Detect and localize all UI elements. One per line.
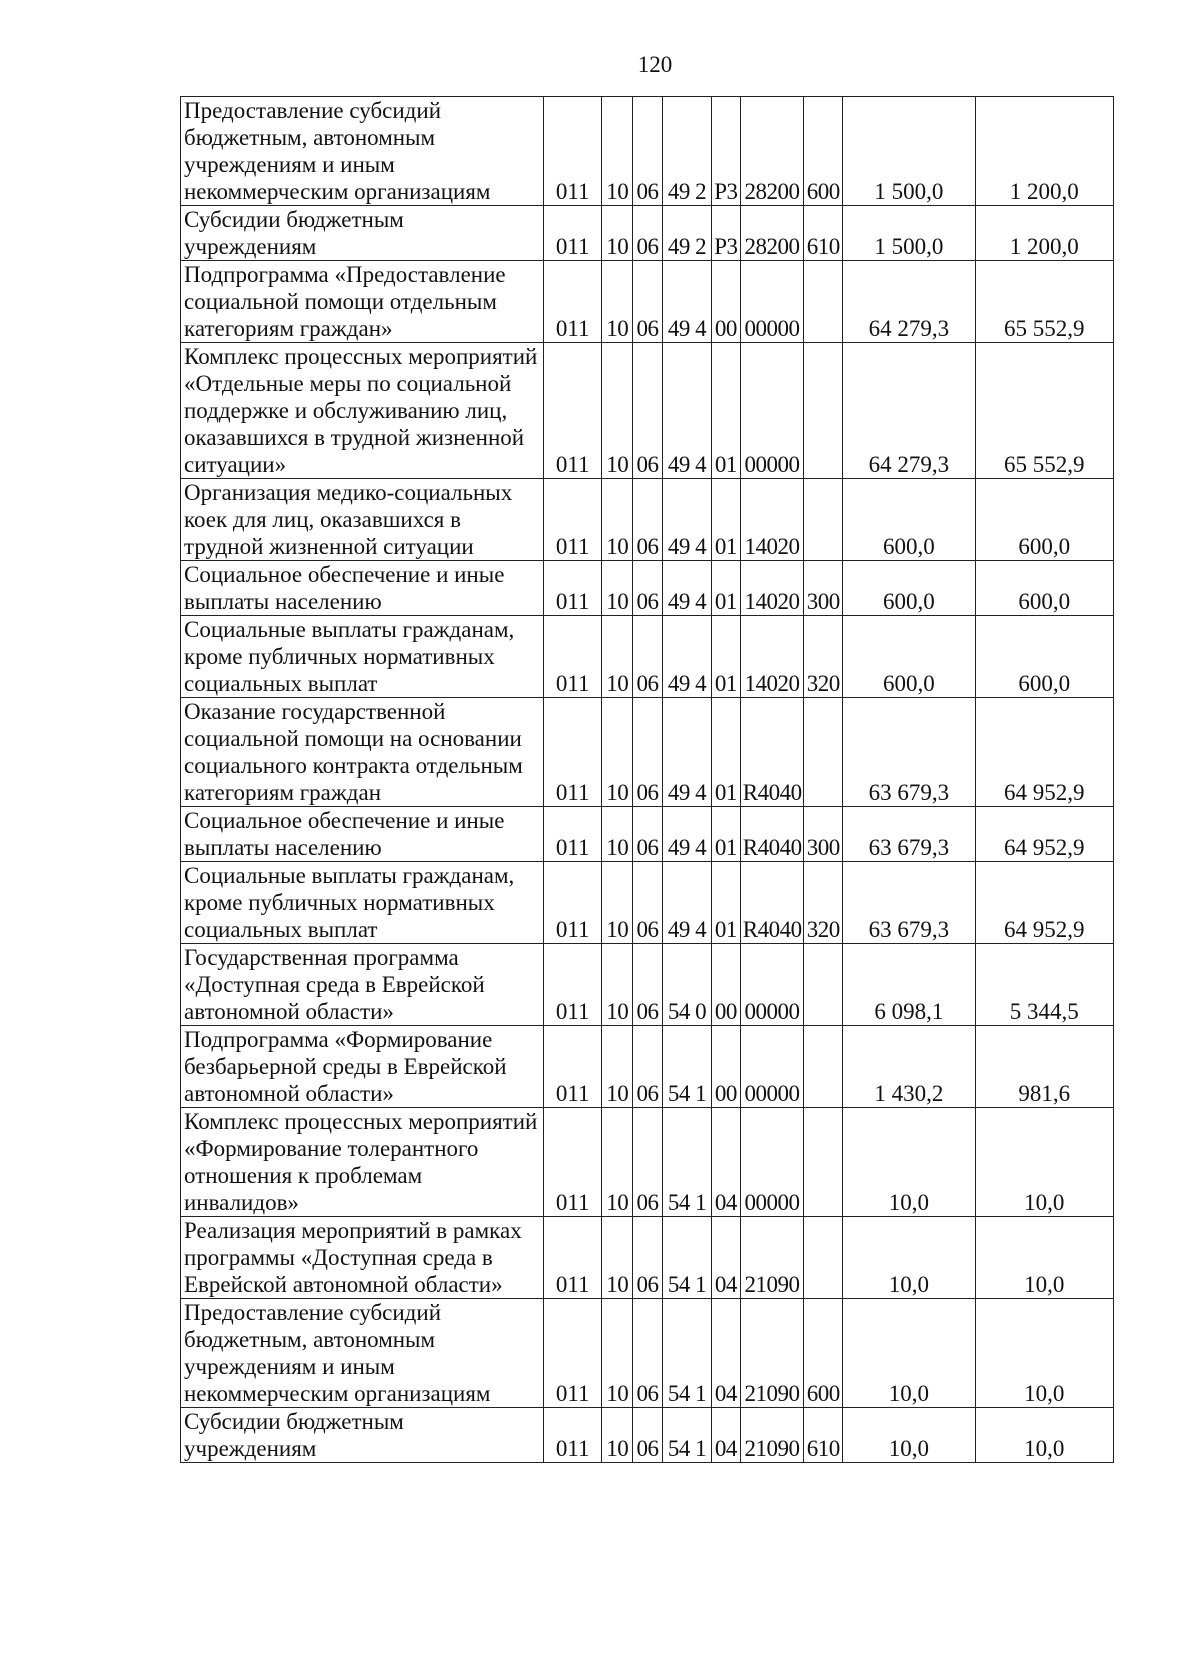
row-glav: 011 xyxy=(543,1108,601,1217)
row-glav: 011 xyxy=(543,698,601,807)
row-sum1: 6 098,1 xyxy=(843,944,975,1026)
row-sum2: 1 200,0 xyxy=(975,206,1113,261)
row-glav: 011 xyxy=(543,1408,601,1463)
row-dir: 21090 xyxy=(740,1408,804,1463)
row-sub: 01 xyxy=(712,862,741,944)
row-pr: 06 xyxy=(633,807,663,862)
row-vr xyxy=(804,698,843,807)
row-rz: 10 xyxy=(602,1108,633,1217)
row-rz: 10 xyxy=(602,944,633,1026)
row-sum1: 10,0 xyxy=(843,1108,975,1217)
row-pr: 06 xyxy=(633,944,663,1026)
row-pr: 06 xyxy=(633,1408,663,1463)
row-rz: 10 xyxy=(602,261,633,343)
row-pr: 06 xyxy=(633,1217,663,1299)
row-prog: 49 4 xyxy=(662,862,711,944)
row-name: Подпрограмма «Предоставление социальной помощи отдельным категориям граждан» xyxy=(181,261,544,343)
row-glav: 011 xyxy=(543,862,601,944)
row-name: Субсидии бюджетным учреждениям xyxy=(181,206,544,261)
row-sub: 01 xyxy=(712,479,741,561)
row-dir: 00000 xyxy=(740,944,804,1026)
row-sum1: 64 279,3 xyxy=(843,261,975,343)
row-dir: 00000 xyxy=(740,1026,804,1108)
row-rz: 10 xyxy=(602,1408,633,1463)
row-rz: 10 xyxy=(602,1217,633,1299)
table-row xyxy=(181,97,1114,206)
row-sub: 04 xyxy=(712,1299,741,1408)
row-rz: 10 xyxy=(602,479,633,561)
row-prog: 49 4 xyxy=(662,261,711,343)
row-sub: Р3 xyxy=(712,206,741,261)
row-sub: Р3 xyxy=(712,97,741,206)
row-name: Социальное обеспечение и иные выплаты населению xyxy=(181,807,544,862)
row-dir: 14020 xyxy=(740,561,804,616)
row-rz: 10 xyxy=(602,1299,633,1408)
row-glav: 011 xyxy=(543,206,601,261)
table-body xyxy=(181,97,1114,1463)
row-prog: 49 4 xyxy=(662,616,711,698)
row-vr xyxy=(804,479,843,561)
row-sum1: 63 679,3 xyxy=(843,862,975,944)
row-glav: 011 xyxy=(543,97,601,206)
row-glav: 011 xyxy=(543,807,601,862)
row-dir: 14020 xyxy=(740,616,804,698)
row-dir: 28200 xyxy=(740,97,804,206)
row-dir: 00000 xyxy=(740,1108,804,1217)
row-name: Государственная программа «Доступная среда в Еврейской автономной области» xyxy=(181,944,544,1026)
row-glav: 011 xyxy=(543,343,601,479)
row-glav: 011 xyxy=(543,1026,601,1108)
row-name: Оказание государственной социальной помощи на основании социального контракта отдельным категориям граждан xyxy=(181,698,544,807)
row-sum1: 63 679,3 xyxy=(843,807,975,862)
table-row xyxy=(181,862,1114,944)
row-sum2: 10,0 xyxy=(975,1408,1113,1463)
row-sum1: 600,0 xyxy=(843,561,975,616)
row-glav: 011 xyxy=(543,944,601,1026)
row-name: Подпрограмма «Формирование безбарьерной среды в Еврейской автономной области» xyxy=(181,1026,544,1108)
row-name: Предоставление субсидий бюджетным, автономным учреждениям и иным некоммерческим организациям xyxy=(181,1299,544,1408)
row-prog: 49 2 xyxy=(662,97,711,206)
row-sub: 00 xyxy=(712,1026,741,1108)
row-dir: 14020 xyxy=(740,479,804,561)
row-prog: 49 4 xyxy=(662,698,711,807)
table-row xyxy=(181,261,1114,343)
table-row xyxy=(181,1026,1114,1108)
row-sum1: 10,0 xyxy=(843,1299,975,1408)
row-sub: 00 xyxy=(712,261,741,343)
row-glav: 011 xyxy=(543,261,601,343)
row-dir: 28200 xyxy=(740,206,804,261)
row-vr: 600 xyxy=(804,97,843,206)
row-sum2: 65 552,9 xyxy=(975,343,1113,479)
row-sum2: 5 344,5 xyxy=(975,944,1113,1026)
row-sum2: 600,0 xyxy=(975,561,1113,616)
row-rz: 10 xyxy=(602,343,633,479)
row-dir: 00000 xyxy=(740,261,804,343)
row-sum2: 65 552,9 xyxy=(975,261,1113,343)
row-dir: 00000 xyxy=(740,343,804,479)
table-row xyxy=(181,1299,1114,1408)
table-row xyxy=(181,807,1114,862)
row-sum2: 64 952,9 xyxy=(975,807,1113,862)
table-row xyxy=(181,479,1114,561)
row-vr xyxy=(804,1026,843,1108)
row-prog: 54 1 xyxy=(662,1217,711,1299)
row-sub: 01 xyxy=(712,616,741,698)
row-pr: 06 xyxy=(633,261,663,343)
row-vr: 300 xyxy=(804,807,843,862)
row-glav: 011 xyxy=(543,616,601,698)
row-pr: 06 xyxy=(633,97,663,206)
row-prog: 54 1 xyxy=(662,1299,711,1408)
row-pr: 06 xyxy=(633,206,663,261)
row-sum1: 64 279,3 xyxy=(843,343,975,479)
row-rz: 10 xyxy=(602,862,633,944)
row-pr: 06 xyxy=(633,698,663,807)
row-sub: 04 xyxy=(712,1408,741,1463)
row-sum1: 63 679,3 xyxy=(843,698,975,807)
row-sum2: 10,0 xyxy=(975,1299,1113,1408)
row-name: Субсидии бюджетным учреждениям xyxy=(181,1408,544,1463)
row-prog: 49 4 xyxy=(662,479,711,561)
row-rz: 10 xyxy=(602,97,633,206)
table-row xyxy=(181,616,1114,698)
table-row xyxy=(181,561,1114,616)
row-vr: 300 xyxy=(804,561,843,616)
row-dir: R4040 xyxy=(740,807,804,862)
row-sum2: 1 200,0 xyxy=(975,97,1113,206)
row-sub: 00 xyxy=(712,944,741,1026)
row-name: Реализация мероприятий в рамках программы «Доступная среда в Еврейской автономной области» xyxy=(181,1217,544,1299)
row-pr: 06 xyxy=(633,479,663,561)
row-sum1: 10,0 xyxy=(843,1217,975,1299)
row-rz: 10 xyxy=(602,206,633,261)
row-sum2: 10,0 xyxy=(975,1217,1113,1299)
row-name: Предоставление субсидий бюджетным, автономным учреждениям и иным некоммерческим организациям xyxy=(181,97,544,206)
row-prog: 49 4 xyxy=(662,807,711,862)
table-row xyxy=(181,1217,1114,1299)
row-sub: 01 xyxy=(712,807,741,862)
row-rz: 10 xyxy=(602,561,633,616)
row-sum2: 981,6 xyxy=(975,1026,1113,1108)
row-sum1: 1 500,0 xyxy=(843,97,975,206)
row-glav: 011 xyxy=(543,479,601,561)
row-sub: 01 xyxy=(712,343,741,479)
row-vr: 610 xyxy=(804,206,843,261)
table-row xyxy=(181,206,1114,261)
row-vr: 610 xyxy=(804,1408,843,1463)
row-glav: 011 xyxy=(543,561,601,616)
row-vr xyxy=(804,1217,843,1299)
row-name: Комплекс процессных мероприятий «Формирование толерантного отношения к проблемам инвалидов» xyxy=(181,1108,544,1217)
table-row xyxy=(181,1408,1114,1463)
row-sum2: 64 952,9 xyxy=(975,698,1113,807)
row-pr: 06 xyxy=(633,862,663,944)
row-name: Социальное обеспечение и иные выплаты населению xyxy=(181,561,544,616)
row-name: Комплекс процессных мероприятий «Отдельные меры по социальной поддержке и обслуживанию лиц, оказавшихся в трудной жизненной ситуации» xyxy=(181,343,544,479)
row-dir: R4040 xyxy=(740,862,804,944)
row-sum1: 600,0 xyxy=(843,479,975,561)
row-prog: 49 2 xyxy=(662,206,711,261)
row-vr xyxy=(804,944,843,1026)
row-sum1: 600,0 xyxy=(843,616,975,698)
row-vr: 600 xyxy=(804,1299,843,1408)
row-pr: 06 xyxy=(633,1299,663,1408)
row-name: Социальные выплаты гражданам, кроме публичных нормативных социальных выплат xyxy=(181,862,544,944)
row-dir: 21090 xyxy=(740,1217,804,1299)
table-row xyxy=(181,343,1114,479)
row-vr: 320 xyxy=(804,862,843,944)
row-vr: 320 xyxy=(804,616,843,698)
row-glav: 011 xyxy=(543,1217,601,1299)
budget-table xyxy=(180,96,1114,1463)
row-prog: 54 1 xyxy=(662,1026,711,1108)
row-sub: 01 xyxy=(712,698,741,807)
row-vr xyxy=(804,261,843,343)
row-rz: 10 xyxy=(602,807,633,862)
row-prog: 49 4 xyxy=(662,343,711,479)
row-sub: 04 xyxy=(712,1108,741,1217)
row-dir: R4040 xyxy=(740,698,804,807)
row-sub: 01 xyxy=(712,561,741,616)
row-pr: 06 xyxy=(633,1108,663,1217)
page-number: 120 xyxy=(637,52,673,77)
row-prog: 49 4 xyxy=(662,561,711,616)
row-sum2: 64 952,9 xyxy=(975,862,1113,944)
row-prog: 54 0 xyxy=(662,944,711,1026)
row-rz: 10 xyxy=(602,698,633,807)
row-name: Организация медико-социальных коек для лиц, оказавшихся в трудной жизненной ситуации xyxy=(181,479,544,561)
row-vr xyxy=(804,343,843,479)
row-sum2: 10,0 xyxy=(975,1108,1113,1217)
row-prog: 54 1 xyxy=(662,1408,711,1463)
row-dir: 21090 xyxy=(740,1299,804,1408)
row-pr: 06 xyxy=(633,616,663,698)
table-row xyxy=(181,698,1114,807)
row-pr: 06 xyxy=(633,343,663,479)
row-sum1: 1 430,2 xyxy=(843,1026,975,1108)
row-sum2: 600,0 xyxy=(975,479,1113,561)
row-sum2: 600,0 xyxy=(975,616,1113,698)
row-rz: 10 xyxy=(602,616,633,698)
row-vr xyxy=(804,1108,843,1217)
row-sum1: 1 500,0 xyxy=(843,206,975,261)
row-name: Социальные выплаты гражданам, кроме публичных нормативных социальных выплат xyxy=(181,616,544,698)
row-sum1: 10,0 xyxy=(843,1408,975,1463)
row-pr: 06 xyxy=(633,561,663,616)
row-sub: 04 xyxy=(712,1217,741,1299)
row-rz: 10 xyxy=(602,1026,633,1108)
row-glav: 011 xyxy=(543,1299,601,1408)
table-row xyxy=(181,1108,1114,1217)
row-pr: 06 xyxy=(633,1026,663,1108)
table-row xyxy=(181,944,1114,1026)
row-prog: 54 1 xyxy=(662,1108,711,1217)
